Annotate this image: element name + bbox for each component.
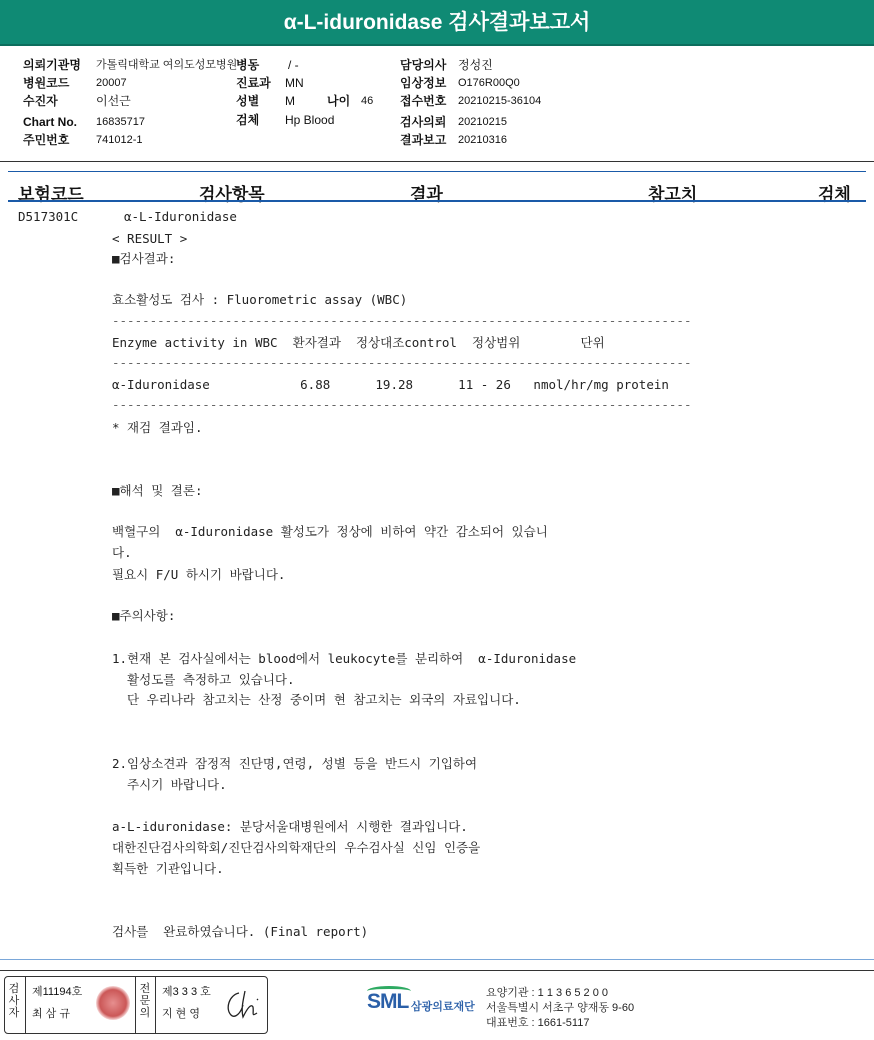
doctor-value: 정성진 xyxy=(458,58,493,72)
ward-value: / - xyxy=(288,58,299,72)
final-report-line: 검사를 완료하였습니다. (Final report) xyxy=(112,924,369,939)
column-reference: 참고치 xyxy=(648,185,698,204)
sign-divider-3 xyxy=(155,977,156,1033)
ward-label: 병동 xyxy=(236,58,260,72)
table-header-row: Enzyme activity in WBC 환자결과 정상대조control 정상범위 단위 xyxy=(112,335,605,350)
caution-2-line-1: 2.임상소견과 잠정적 진단명,연령, 성별 등을 반드시 기입하여 xyxy=(112,756,478,771)
request-label: 검사의뢰 xyxy=(400,115,447,129)
column-test-item: 검사항목 xyxy=(199,185,265,204)
sex-label: 성별 xyxy=(236,94,260,108)
specimen-label: 검체 xyxy=(236,113,260,127)
interpretation-line-3: 필요시 F/U 하시기 바랍니다. xyxy=(112,567,286,582)
tester-number: 제11194호 xyxy=(32,986,83,998)
receipt-label: 접수번호 xyxy=(400,94,447,108)
caution-1-line-2: 활성도를 측정하고 있습니다. xyxy=(112,672,295,687)
specialist-name: 지 현 영 xyxy=(162,1008,200,1020)
column-bottom-rule xyxy=(8,200,866,202)
caution-1-line-3: 단 우리나라 참고치는 산정 중이며 현 참고치는 외국의 자료입니다. xyxy=(112,692,521,707)
result-heading: < RESULT > xyxy=(112,231,188,246)
caution-1-line-1: 1.현재 본 검사실에서는 blood에서 leukocyte를 분리하여 α-Iduronidase xyxy=(112,651,577,666)
doctor-label: 담당의사 xyxy=(400,58,447,72)
sign-divider-1 xyxy=(25,977,26,1033)
signature-icon xyxy=(223,987,263,1023)
specimen-value: Hp Blood xyxy=(285,113,335,127)
interpretation-line-2: 다. xyxy=(112,545,132,560)
report-title: α-L-iduronidase 검사결과보고서 xyxy=(0,0,874,46)
chart-value: 16835717 xyxy=(96,116,145,128)
table-rule-top: ----------------------------------------------------------------------------- xyxy=(112,313,692,328)
footer-divider-2 xyxy=(0,970,874,971)
column-result: 결과 xyxy=(410,185,443,204)
clinical-value: O176R00Q0 xyxy=(458,77,520,89)
info-divider xyxy=(0,161,874,162)
institution-phone: 대표번호 : 1661-5117 xyxy=(486,1017,590,1029)
request-value: 20210215 xyxy=(458,116,507,128)
column-insurance-code: 보험코드 xyxy=(18,185,84,204)
table-rule-mid: ----------------------------------------------------------------------------- xyxy=(112,355,692,370)
test-item: α-L-Iduronidase xyxy=(124,209,237,224)
sex-value: M xyxy=(285,94,295,108)
institution-address: 서울특별시 서초구 양재동 9-60 xyxy=(486,1002,635,1014)
section-test-result: ■검사결과: xyxy=(112,251,176,266)
lab-note-line-1: a-L-iduronidase: 분당서울대병원에서 시행한 결과입니다. xyxy=(112,819,468,834)
table-rule-bottom: ----------------------------------------------------------------------------- xyxy=(112,397,692,412)
tester-role-label: 검 사 자 xyxy=(8,983,20,1019)
report-date-label: 결과보고 xyxy=(400,133,447,147)
sml-logo: SML xyxy=(367,990,409,1013)
institution-code: 요양기관 : 1 1 3 6 5 2 0 0 xyxy=(486,987,609,999)
receipt-value: 20210215-36104 xyxy=(458,95,542,107)
id-value: 741012-1 xyxy=(96,134,143,146)
lab-note-line-3: 획득한 기관입니다. xyxy=(112,861,224,876)
recipient-value: 이선근 xyxy=(96,94,131,108)
report-date-value: 20210316 xyxy=(458,134,507,146)
lab-note-line-2: 대한진단검사의학회/진단검사의학재단의 우수검사실 신임 인증을 xyxy=(112,840,481,855)
dept-value: MN xyxy=(285,76,304,90)
org-name: 삼광의료재단 xyxy=(411,1001,475,1013)
hospital-code-label: 병원코드 xyxy=(23,76,70,90)
tester-name: 최 삼 규 xyxy=(32,1008,70,1020)
clinical-label: 임상정보 xyxy=(400,76,447,90)
footer-divider xyxy=(0,959,874,960)
chart-label: Chart No. xyxy=(23,115,77,129)
id-label: 주민번호 xyxy=(23,133,70,147)
insurance-code: D517301C xyxy=(18,209,79,224)
institution-label: 의뢰기관명 xyxy=(23,58,81,72)
official-seal-icon xyxy=(96,986,130,1020)
dept-label: 진료과 xyxy=(236,76,271,90)
signature-box xyxy=(4,976,268,1034)
assay-line: 효소활성도 검사 : Fluorometric assay (WBC) xyxy=(112,292,408,307)
specialist-number: 제3 3 3 호 xyxy=(162,986,211,998)
specialist-role-label: 전 문 의 xyxy=(139,983,151,1019)
interpretation-line-1: 백혈구의 α-Iduronidase 활성도가 정상에 비하여 약간 감소되어 있습니 xyxy=(112,524,548,539)
sign-divider-2 xyxy=(135,977,136,1033)
age-label: 나이 xyxy=(327,94,351,108)
section-interpretation: ■해석 및 결론: xyxy=(112,483,203,498)
table-data-row: α-Iduronidase 6.88 19.28 11 - 26 nmol/hr/mg protein xyxy=(112,377,669,392)
patient-info xyxy=(0,52,874,164)
retest-note: * 재검 결과임. xyxy=(112,420,203,435)
section-caution: ■주의사항: xyxy=(112,608,176,623)
column-specimen: 검체 xyxy=(818,185,851,204)
recipient-label: 수진자 xyxy=(23,94,58,108)
hospital-code-value: 20007 xyxy=(96,77,127,89)
caution-2-line-2: 주시기 바랍니다. xyxy=(112,777,227,792)
age-value: 46 xyxy=(361,95,374,107)
institution-value: 가톨릭대학교 여의도성모병원 xyxy=(96,59,238,71)
